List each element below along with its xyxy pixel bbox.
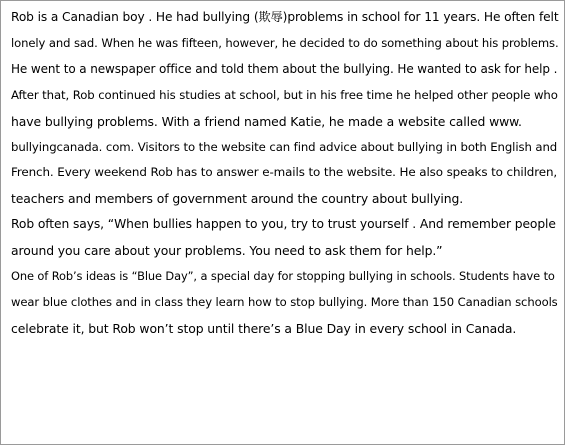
text-line: have bullying problems. With a friend named Katie, he made a website called www. (11, 113, 522, 129)
text-line: Rob is a Canadian boy . He had bullying (欺辱)problems in school for 11 years. He often felt (11, 10, 559, 24)
text-line: One of Rob’s ideas is “Blue Day”, a special day for stopping bullying in schools. Students have to (11, 269, 555, 284)
text-line: bullyingcanada. com. Visitors to the website can find advice about bullying in both English and (11, 139, 558, 154)
text-line: After that, Rob continued his studies at school, but in his free time he helped other people who (11, 87, 558, 102)
text-line: lonely and sad. When he was fifteen, however, he decided to do something about his problems. (11, 35, 559, 50)
text-line: Rob often says, “When bullies happen to you, try to trust yourself . And remember people (11, 217, 556, 232)
text-line: French. Every weekend Rob has to answer e-mails to the website. He also speaks to children, (11, 165, 558, 180)
passage-text (11, 5, 559, 342)
text-line: He went to a newspaper office and told them about the bullying. He wanted to ask for help . (11, 61, 558, 76)
text-line: teachers and members of government around the country about bullying. (11, 191, 464, 207)
text-line: wear blue clothes and in class they learn how to stop bullying. More than 150 Canadian schools (11, 294, 558, 309)
text-line: celebrate it, but Rob won’t stop until there’s a Blue Day in every school in Canada. (11, 320, 517, 336)
text-line: around you care about your problems. You need to ask them for help.” (11, 243, 443, 259)
